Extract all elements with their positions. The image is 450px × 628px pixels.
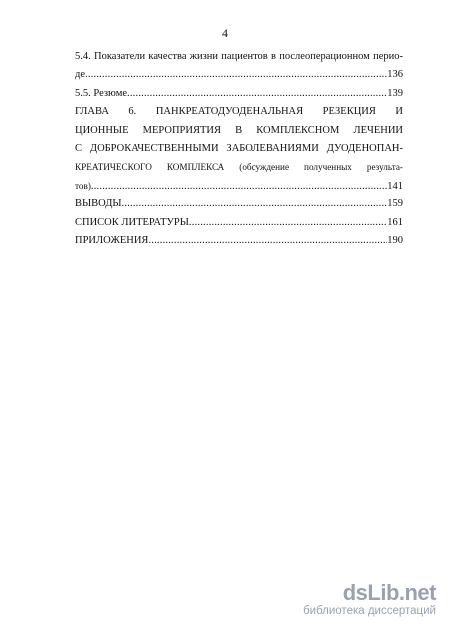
dot-leader [127,85,387,103]
dot-leader [91,178,387,196]
toc-chapter-6-title-line-2: ЦИОННЫЕ МЕРОПРИЯТИЯ В КОМПЛЕКСНОМ ЛЕЧЕНИИ [75,124,403,136]
toc-entry-5-4-title-end: де [75,69,86,81]
toc-chapter-6-title-end: тов) [75,180,91,191]
watermark-logo: dsLib.net [342,580,436,605]
toc-entry-5-5[interactable] [75,85,403,103]
toc-entry-conclusions[interactable] [75,195,403,213]
toc-entry-appendix-title: ПРИЛОЖЕНИЯ [75,234,149,246]
toc-chapter-6-title-line-1: ГЛАВА 6. ПАНКРЕАТОДУОДЕНАЛЬНАЯ РЕЗЕКЦИЯ И [75,106,403,118]
toc-entry-appendix[interactable] [75,232,403,250]
toc-entry-conclusions-page: 159 [387,198,403,210]
watermark [303,582,436,618]
watermark-subtitle: библиотека диссертаций [303,605,436,617]
dot-leader [122,195,388,213]
toc-chapter-6-title-line-3: С ДОБРОКАЧЕСТВЕННЫМИ ЗАБОЛЕВАНИЯМИ ДУОДЕНОПАН- [75,142,403,154]
toc-entry-5-4-page: 136 [387,69,403,81]
toc-entry-conclusions-title: ВЫВОДЫ [75,198,122,210]
toc-entry-5-5-page: 139 [387,87,403,99]
toc-entry-references[interactable] [75,214,403,232]
page-number: 4 [222,26,228,40]
toc-entry-appendix-page: 190 [387,234,403,246]
dot-leader [148,232,387,250]
toc-entry-references-page: 161 [387,216,403,228]
toc-entry-5-4[interactable] [75,66,403,84]
toc-entry-5-4-title: 5.4. Показатели качества жизни пациентов в послеоперационном перио- [75,51,403,62]
toc-chapter-6-page: 141 [387,180,403,192]
toc-chapter-6[interactable] [75,177,403,195]
dot-leader [189,214,387,232]
toc-entry-5-5-title: 5.5. Резюме [75,87,128,99]
toc-chapter-6-title-line-4: КРЕАТИЧЕСКОГО КОМПЛЕКСА (обсуждение полученных результа- [75,162,403,173]
toc-entry-references-title: СПИСОК ЛИТЕРАТУРЫ [75,216,189,228]
dot-leader [85,66,387,84]
table-of-contents [75,48,403,250]
